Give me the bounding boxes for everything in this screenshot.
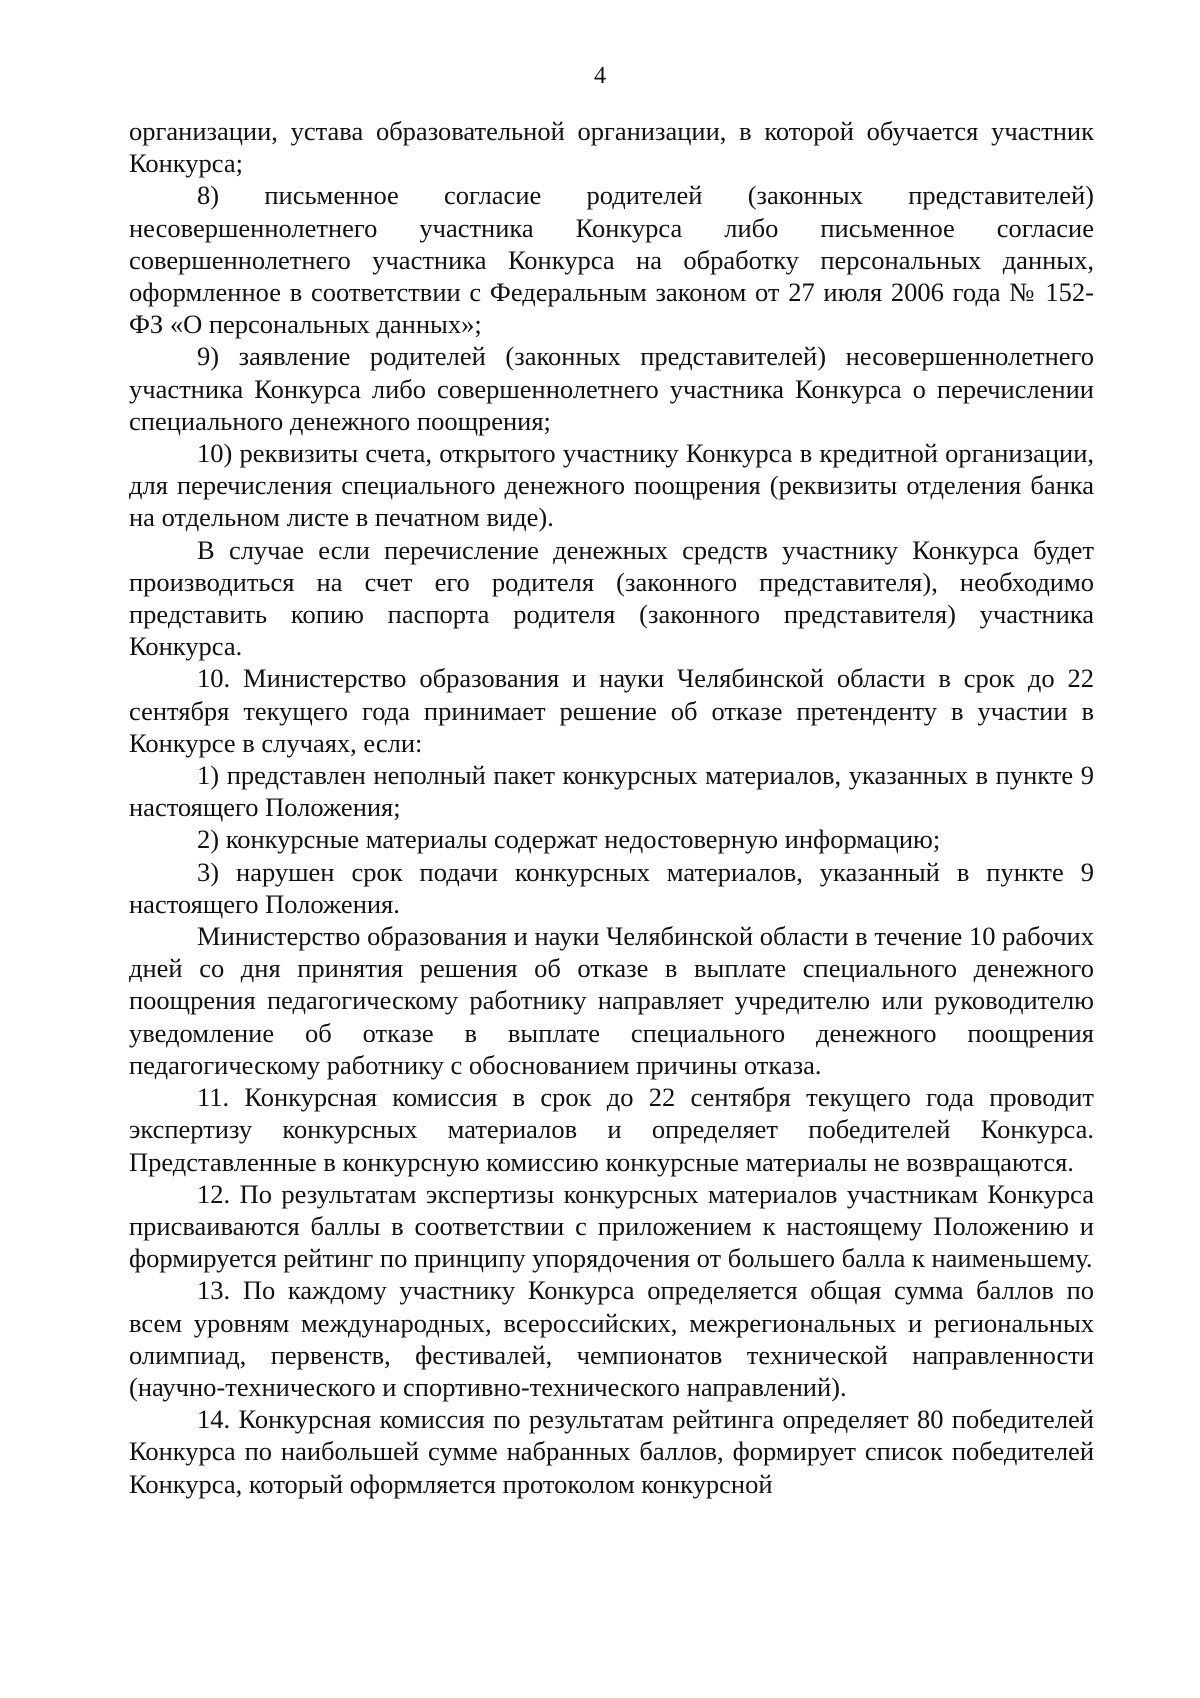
- page-number: 4: [594, 63, 606, 89]
- paragraph-refusal-reason-2: 2) конкурсные материалы содержат недостоверную информацию;: [197, 824, 941, 855]
- paragraph-refusal-notice: Министерство образования и науки Челябинской области в течение 10 рабочих дней со дня принятия решения об отказе в выплате специального денежного поощрения педагогическому работнику направляет учредителю или руководителю уведомление об отказе в выплате специального денежного поощрения педагогическому работнику с обоснованием причины отказа.: [129, 921, 1094, 1080]
- paragraph-item-9: 9) заявление родителей (законных представителей) несовершеннолетнего участника Конкурса либо совершеннолетнего участника Конкурса о перечислении специального денежного поощрения;: [129, 341, 1094, 436]
- paragraph-refusal-reason-1: 1) представлен неполный пакет конкурсных материалов, указанных в пункте 9 настоящего Положения;: [129, 760, 1094, 823]
- paragraph-item-10: 10) реквизиты счета, открытого участнику Конкурса в кредитной организации, для перечисления специального денежного поощрения (реквизиты отделения банка на отдельном листе в печатном виде).: [129, 438, 1094, 533]
- paragraph-section-13: 13. По каждому участнику Конкурса определяется общая сумма баллов по всем уровням международных, всероссийских, межрегиональных и региональных олимпиад, первенств, фестивалей, чемпионатов технической направленности (научно-технического и спортивно-технического направлений).: [129, 1275, 1094, 1402]
- paragraph-continuation: организации, устава образовательной организации, в которой обучается участник Конкурса;: [129, 116, 1094, 179]
- paragraph-section-10: 10. Министерство образования и науки Челябинской области в срок до 22 сентября текущего года принимает решение об отказе претенденту в участии в Конкурсе в случаях, если:: [129, 663, 1094, 758]
- paragraph-section-11: 11. Конкурсная комиссия в срок до 22 сентября текущего года проводит экспертизу конкурсных материалов и определяет победителей Конкурса. Представленные в конкурсную комиссию конкурсные материалы не возвращаются.: [129, 1082, 1094, 1177]
- document-body: [129, 115, 1094, 1500]
- paragraph-item-8: 8) письменное согласие родителей (законных представителей) несовершеннолетнего участника Конкурса либо письменное согласие совершеннолетнего участника Конкурса на обработку персональных данных, оформленное в соответствии с Федеральным законом от 27 июля 2006 года № 152-ФЗ «О персональных данных»;: [129, 180, 1094, 340]
- paragraph-section-12: 12. По результатам экспертизы конкурсных материалов участникам Конкурса присваиваются баллы в соответствии с приложением к настоящему Положению и формируется рейтинг по принципу упорядочения от большего балла к наименьшему.: [129, 1178, 1094, 1274]
- paragraph-refusal-reason-3: 3) нарушен срок подачи конкурсных материалов, указанный в пункте 9 настоящего Положения.: [129, 856, 1094, 919]
- paragraph-parent-account: В случае если перечисление денежных средств участнику Конкурса будет производиться на счет его родителя (законного представителя), необходимо представить копию паспорта родителя (законного представителя) участника Конкурса.: [129, 534, 1094, 662]
- paragraph-section-14: 14. Конкурсная комиссия по результатам рейтинга определяет 80 победителей Конкурса по наибольшей сумме набранных баллов, формирует список победителей Конкурса, который оформляется протоколом конкурсной: [129, 1404, 1094, 1499]
